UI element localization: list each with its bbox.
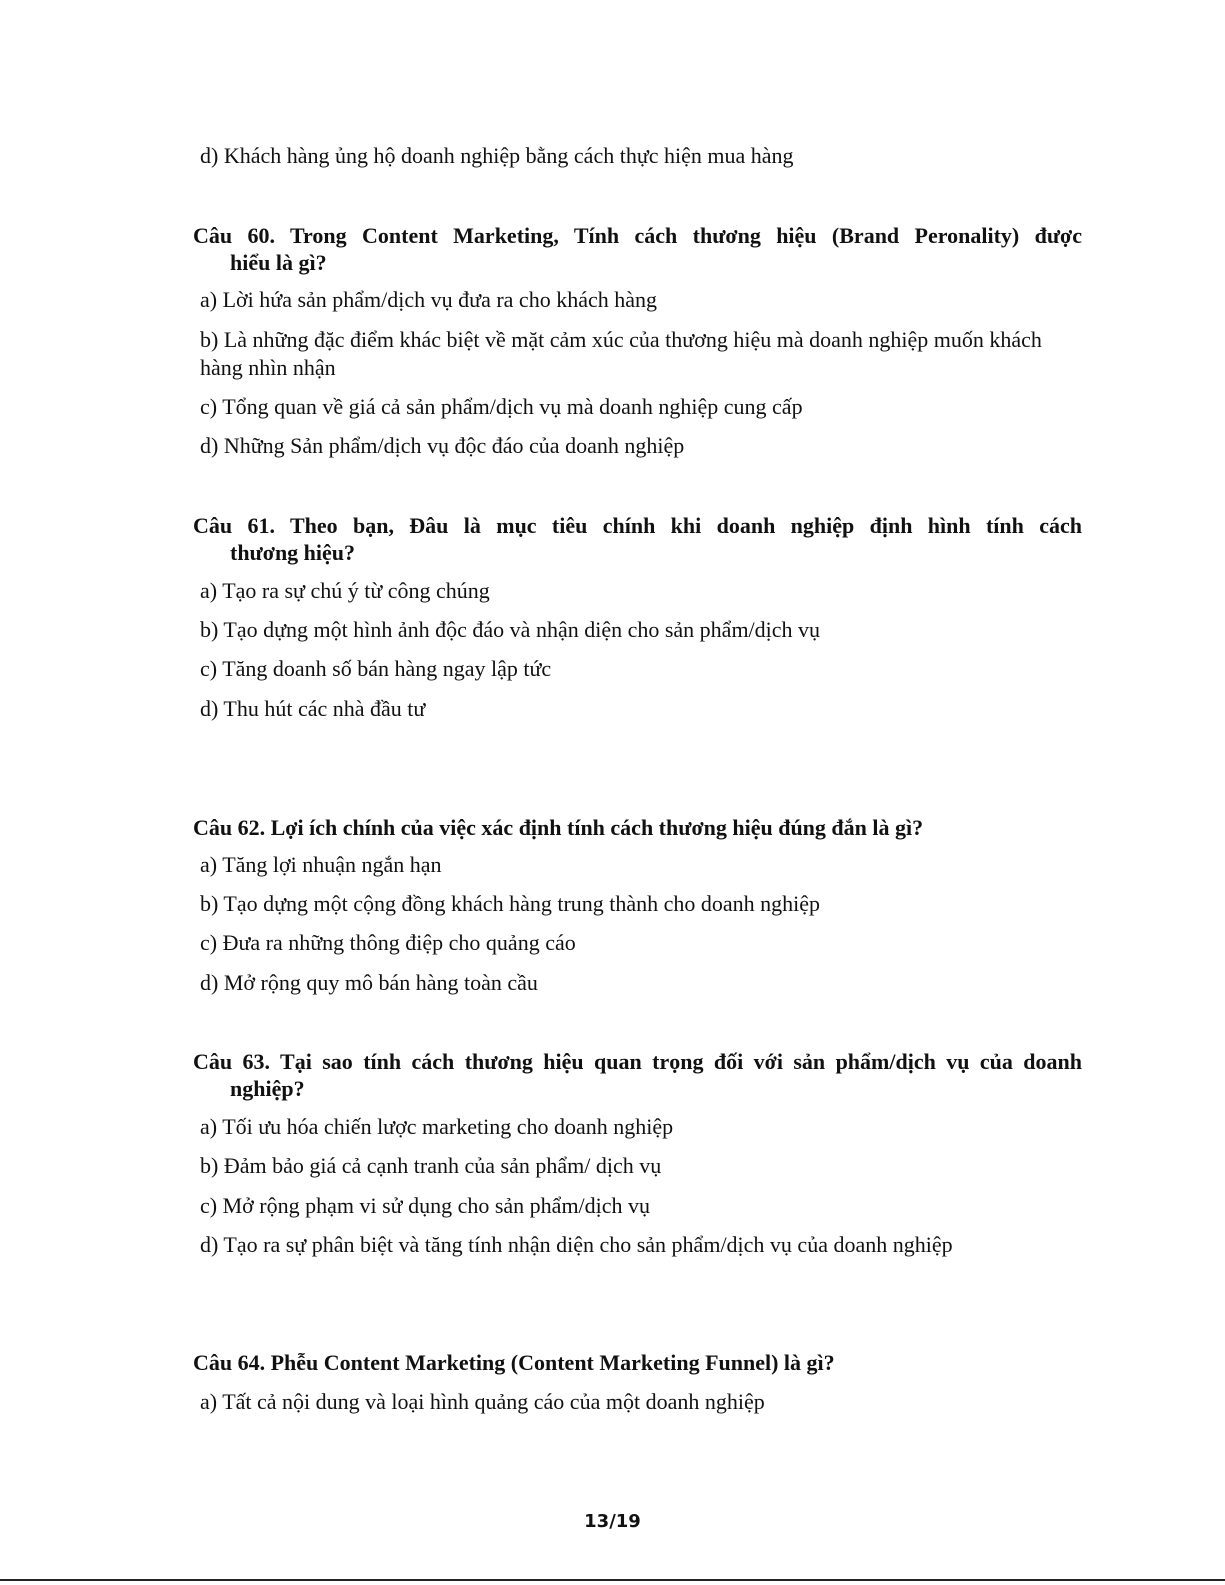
question-60 xyxy=(193,222,1082,276)
question-61-option-c: c) Tăng doanh số bán hàng ngay lập tức xyxy=(200,656,552,681)
question-62-option-d: d) Mở rộng quy mô bán hàng toàn cầu xyxy=(200,970,538,995)
question-63-option-a: a) Tối ưu hóa chiến lược marketing cho doanh nghiệp xyxy=(200,1114,674,1139)
question-61-text-line2: thương hiệu? xyxy=(230,540,356,565)
carry-over-option-d: d) Khách hàng ủng hộ doanh nghiệp bằng cách thực hiện mua hàng xyxy=(200,143,794,168)
question-64 xyxy=(193,1349,1082,1376)
question-63-option-c: c) Mở rộng phạm vi sử dụng cho sản phẩm/dịch vụ xyxy=(200,1193,651,1218)
question-62-option-b: b) Tạo dựng một cộng đồng khách hàng trung thành cho doanh nghiệp xyxy=(200,891,821,916)
question-60-text-line2: hiểu là gì? xyxy=(230,250,327,275)
question-60-option-c: c) Tổng quan về giá cả sản phẩm/dịch vụ mà doanh nghiệp cung cấp xyxy=(200,394,803,419)
question-63-option-b: b) Đảm bảo giá cả cạnh tranh của sản phẩm/ dịch vụ xyxy=(200,1153,662,1178)
question-64-text-line1: Câu 64. Phễu Content Marketing (Content Marketing Funnel) là gì? xyxy=(193,1350,835,1375)
question-62 xyxy=(193,814,1082,841)
question-63-option-d: d) Tạo ra sự phân biệt và tăng tính nhận diện cho sản phẩm/dịch vụ của doanh nghiệp xyxy=(200,1232,953,1257)
question-64-option-a: a) Tất cả nội dung và loại hình quảng cáo của một doanh nghiệp xyxy=(200,1389,765,1414)
question-62-option-a: a) Tăng lợi nhuận ngắn hạn xyxy=(200,852,442,877)
question-61 xyxy=(193,512,1082,566)
question-60-option-d: d) Những Sản phẩm/dịch vụ độc đáo của doanh nghiệp xyxy=(200,433,685,458)
page-number: 13/19 xyxy=(584,1511,641,1532)
question-61-option-b: b) Tạo dựng một hình ảnh độc đáo và nhận diện cho sản phẩm/dịch vụ xyxy=(200,617,821,642)
question-62-option-c: c) Đưa ra những thông điệp cho quảng cáo xyxy=(200,930,576,955)
question-61-option-a: a) Tạo ra sự chú ý từ công chúng xyxy=(200,578,490,603)
question-63-text-line1: Câu 63. Tại sao tính cách thương hiệu quan trọng đối với sản phẩm/dịch vụ của doanh xyxy=(193,1049,1082,1074)
question-63 xyxy=(193,1048,1082,1102)
question-61-option-d: d) Thu hút các nhà đầu tư xyxy=(200,696,426,721)
question-61-text-line1: Câu 61. Theo bạn, Đâu là mục tiêu chính khi doanh nghiệp định hình tính cách xyxy=(193,513,1082,538)
question-60-text-line1: Câu 60. Trong Content Marketing, Tính cách thương hiệu (Brand Peronality) được xyxy=(193,223,1082,248)
question-63-text-line2: nghiệp? xyxy=(230,1076,305,1101)
bottom-rule xyxy=(0,1579,1225,1581)
question-60-option-a: a) Lời hứa sản phẩm/dịch vụ đưa ra cho khách hàng xyxy=(200,287,657,312)
question-60-option-b: b) Là những đặc điểm khác biệt về mặt cảm xúc của thương hiệu mà doanh nghiệp muốn khách hàng nhìn nhận xyxy=(200,327,1042,380)
question-62-text-line1: Câu 62. Lợi ích chính của việc xác định tính cách thương hiệu đúng đắn là gì? xyxy=(193,815,924,840)
